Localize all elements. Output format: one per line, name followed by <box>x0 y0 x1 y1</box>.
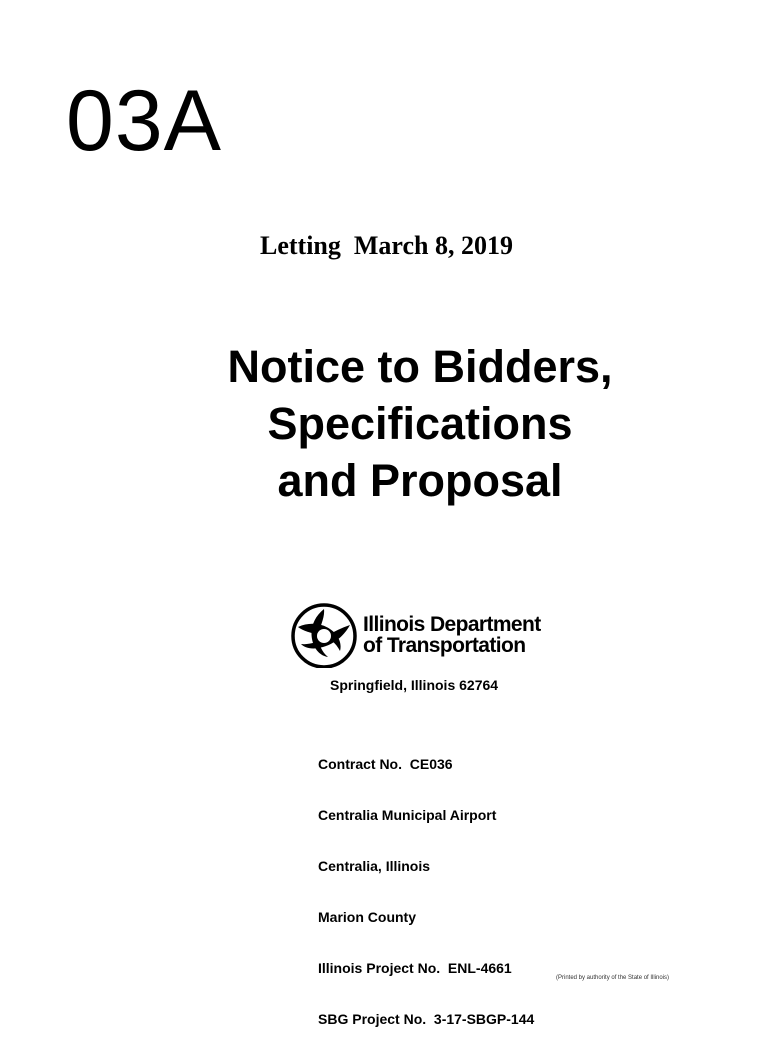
contract-details <box>318 722 534 1045</box>
agency-logo <box>290 600 560 672</box>
agency-name-line-1: Illinois Department <box>363 613 541 636</box>
project-location: Centralia Municipal Airport <box>318 807 497 823</box>
contract-number: Contract No. CE036 <box>318 756 453 772</box>
project-county: Marion County <box>318 909 416 925</box>
sbg-project-number: SBG Project No. 3-17-SBGP-144 <box>318 1011 535 1027</box>
letting-date: Letting March 8, 2019 <box>260 231 513 260</box>
document-code: 03A <box>66 73 223 169</box>
agency-name-line-2: of Transportation <box>363 634 526 657</box>
title-line-3: and Proposal <box>277 455 563 506</box>
illinois-project-number: Illinois Project No. ENL-4661 <box>318 960 512 976</box>
idot-logo-icon <box>290 600 358 668</box>
printing-authority-note: (Printed by authority of the State of Illinois) <box>556 975 670 981</box>
document-title <box>200 338 640 509</box>
title-line-1: Notice to Bidders, <box>227 341 613 392</box>
agency-address: Springfield, Illinois 62764 <box>330 677 499 693</box>
agency-name <box>363 614 541 656</box>
project-city: Centralia, Illinois <box>318 858 431 874</box>
title-line-2: Specifications <box>267 398 573 449</box>
